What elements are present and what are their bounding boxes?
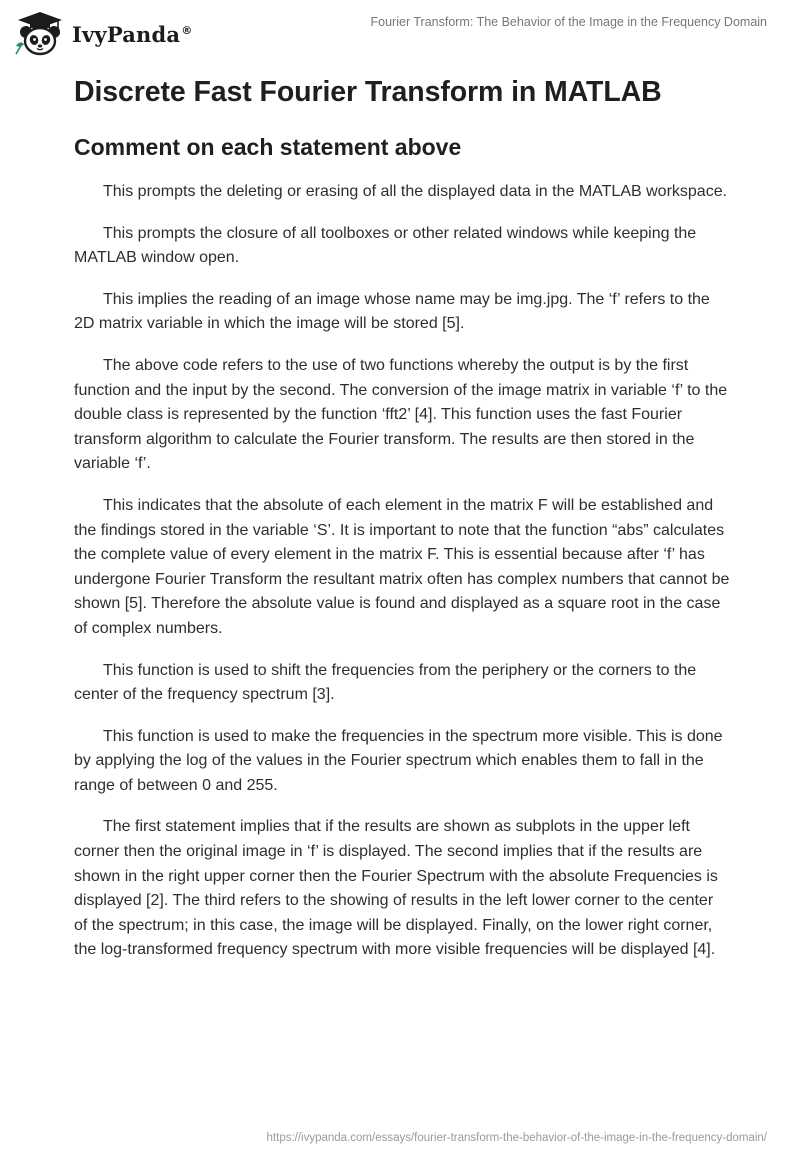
paragraph-1: This prompts the deleting or erasing of all the displayed data in the MATLAB workspace. [103,183,728,200]
paragraph-7: This function is used to make the frequencies in the spectrum more visible. This is done by applying the log of the values in the Fourier spectrum which enables them to fall in the range of between 0 and 255. [74,727,723,794]
article-body [74,72,730,963]
registered-mark: ® [181,23,193,37]
page-header [0,0,800,70]
brand-label: IvyPanda [72,21,181,47]
running-title: Fourier Transform: The Behavior of the Image in the Frequency Domain [370,15,767,29]
paragraph-5: This indicates that the absolute of each element in the matrix F will be established and the findings stored in the variable ‘S’. It is important to note that the function “abs” calculates the complete value of every element in the matrix F. This is essential because after ‘f’ has undergone Fourier Transform the resultant matrix often has complex numbers that cannot be shown [5]. Therefore the absolute value is found and displayed as a square root in the case of complex numbers. [74,496,730,637]
paragraph-2: This prompts the closure of all toolboxes or other related windows while keeping the MATLAB window open. [74,224,697,267]
ivypanda-logo[interactable] [14,10,192,56]
source-url-link[interactable]: https://ivypanda.com/essays/fourier-transform-the-behavior-of-the-image-in-the-frequency-domain/ [266,1132,767,1144]
brand-name [72,22,192,47]
page-title: Discrete Fast Fourier Transform in MATLAB [74,76,662,108]
panda-graduate-icon [14,10,66,56]
paragraph-3: This implies the reading of an image whose name may be img.jpg. The ‘f’ refers to the 2D matrix variable in which the image will be stored [5]. [74,290,710,333]
paragraph-6: This function is used to shift the frequencies from the periphery or the corners to the center of the frequency spectrum [3]. [74,661,697,704]
paragraph-8: The first statement implies that if the results are shown as subplots in the upper left corner then the original image in ‘f’ is displayed. The second implies that if the results are shown in the right upper corner then the Fourier Spectrum with the absolute Frequencies is displayed [2]. The third refers to the showing of results in the left lower corner to the center of the spectrum; in this case, the image will be displayed. Finally, on the lower right corner, the log-transformed frequency spectrum with more visible frequencies will be displayed [4]. [74,818,718,959]
paragraph-4: The above code refers to the use of two functions whereby the output is by the first function and the input by the second. The conversion of the image matrix in variable ‘f’ to the double class is represented by the function ‘fft2’ [4]. This function uses the fast Fourier transform algorithm to calculate the Fourier transform. The results are then stored in the variable ‘f’. [74,356,728,473]
section-heading: Comment on each statement above [74,134,462,160]
